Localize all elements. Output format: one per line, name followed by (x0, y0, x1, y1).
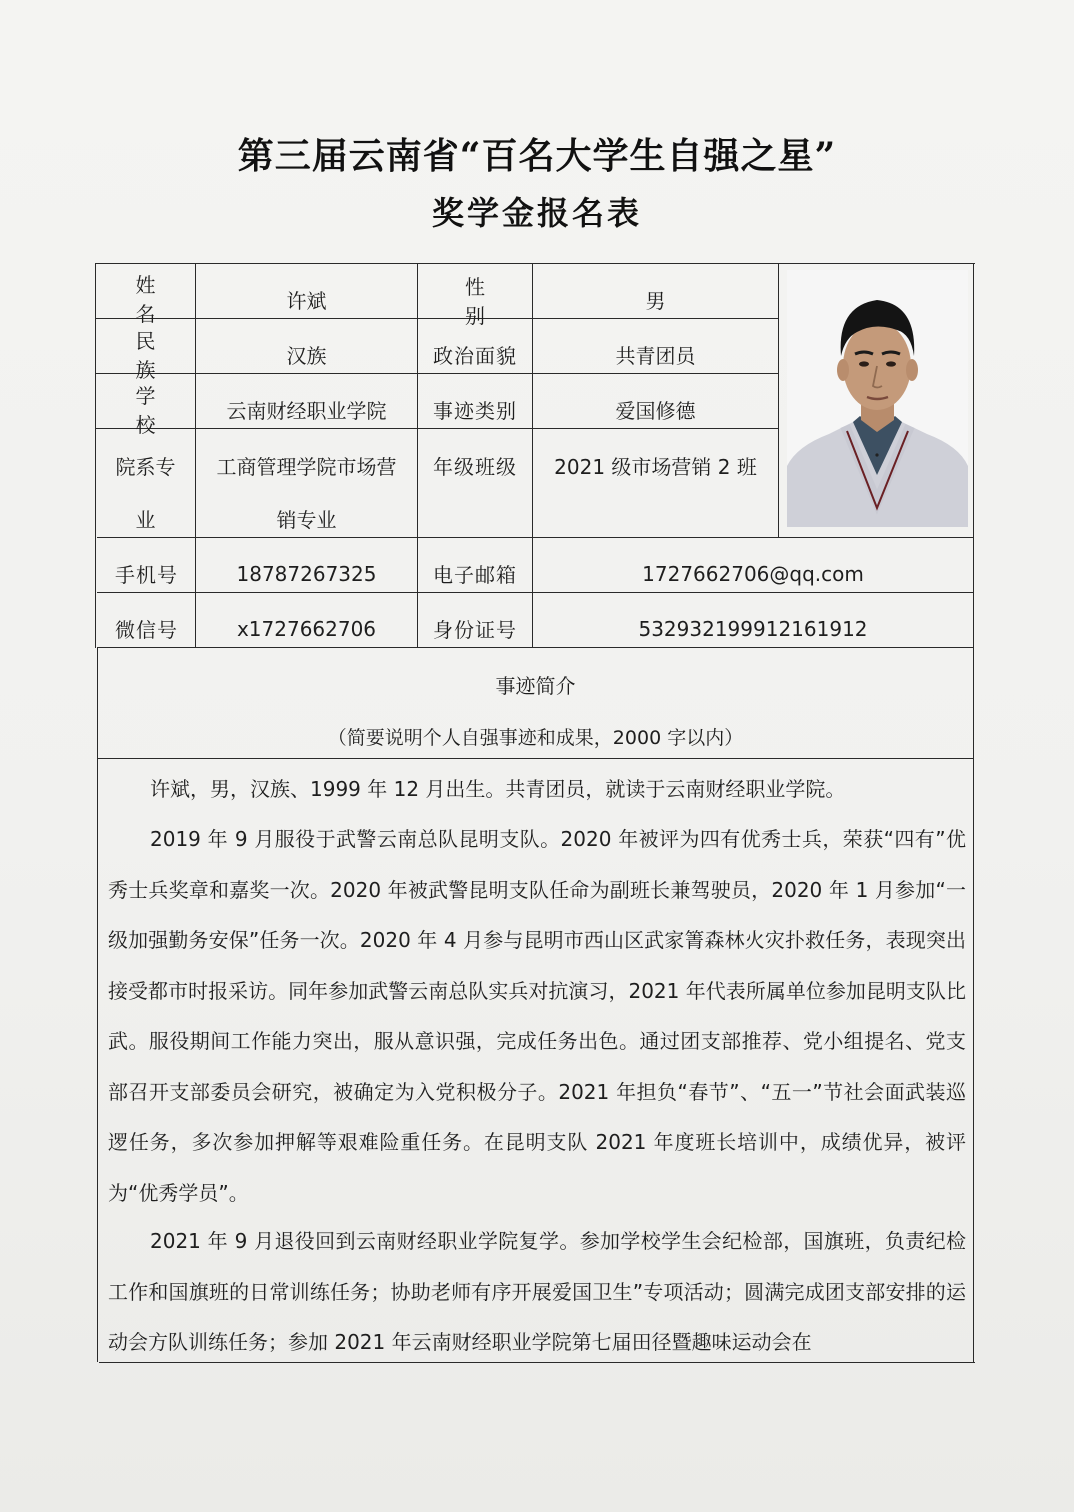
ethnicity-label: 民 族 (135, 328, 178, 382)
category-value: 爱国修德 (615, 399, 696, 423)
name-label: 姓 名 (135, 272, 178, 326)
wechat-label: 微信号 (115, 618, 178, 642)
summary-subheading: （简要说明个人自强事迹和成果，2000 字以内） (327, 726, 744, 749)
phone-value: 18787267325 (236, 561, 377, 586)
rule-col4 (778, 263, 779, 538)
wechat-value: x1727662706 (236, 616, 377, 641)
category-label: 事迹类别 (433, 399, 517, 423)
class-value: 2021 级市场营销 2 班 (554, 454, 757, 479)
email-label: 电子邮箱 (433, 563, 517, 587)
department-label-line1: 院系专 (115, 454, 176, 479)
political-value: 共青团员 (615, 344, 696, 368)
phone-label: 手机号 (115, 563, 178, 587)
rule-bottom (99, 1362, 975, 1363)
rule-top (95, 263, 975, 264)
portrait-photo (787, 270, 968, 527)
ethnicity-value: 汉族 (286, 344, 327, 368)
email-value: 1727662706@qq.com (642, 561, 864, 586)
class-label: 年级班级 (433, 454, 517, 479)
applicant-photo (787, 270, 968, 527)
school-label: 学 校 (135, 383, 178, 437)
summary-heading: 事迹简介 (495, 673, 576, 698)
political-label: 政治面貌 (433, 344, 517, 368)
document-subtitle: 奖学金报名表 (431, 194, 642, 232)
document-title: 第三届云南省“百名大学生自强之星” (237, 135, 837, 177)
rule-row7 (98, 758, 974, 759)
gender-label: 性 别 (465, 274, 507, 328)
gender-value: 男 (645, 289, 666, 313)
rule-right (973, 263, 974, 1362)
id-value: 532932199912161912 (638, 616, 868, 641)
department-value-line2: 销专业 (276, 507, 337, 532)
department-value-line1: 工商管理学院市场营 (216, 454, 397, 479)
summary-paragraph-3: 2021 年 9 月退役回到云南财经职业学院复学。参加学校学生会纪检部，国旗班，负责纪检工作和国旗班的日常训练任务；协助老师有序开展爱国卫生”专项活动；圆满完成团支部安排的运动会方队训练任务；参加 2021 年云南财经职业学院第七届田径暨趣味运动会在 (108, 1229, 966, 1354)
summary-paragraph-2: 2019 年 9 月服役于武警云南总队昆明支队。2020 年被评为四有优秀士兵，荣获“四有”优秀士兵奖章和嘉奖一次。2020 年被武警昆明支队任命为副班长兼驾驶员，2020 年 1 月参加“一级加强勤务安保”任务一次。2020 年 4 月参与昆明市西山区武家箐森林火灾扑救任务，表现突出接受都市时报采访。同年参加武警云南总队实兵对抗演习，2021 年代表所属单位参加昆明支队比武。服役期间工作能力突出，服从意识强，完成任务出色。通过团支部推荐、党小组提名、党支部召开支部委员会研究，被确定为入党积极分子。2021 年担负“春节”、“五一”节社会面武装巡逻任务，多次参加押解等艰难险重任务。在昆明支队 2021 年度班长培训中，成绩优异，被评为“优秀学员”。 (108, 827, 966, 1205)
department-label-line2: 业 (135, 507, 156, 532)
name-value: 许斌 (286, 289, 327, 313)
summary-paragraph-1: 许斌，男，汉族、1999 年 12 月出生。共青团员，就读于云南财经职业学院。 (150, 777, 846, 801)
school-value: 云南财经职业学院 (226, 399, 387, 423)
id-label: 身份证号 (433, 618, 517, 642)
